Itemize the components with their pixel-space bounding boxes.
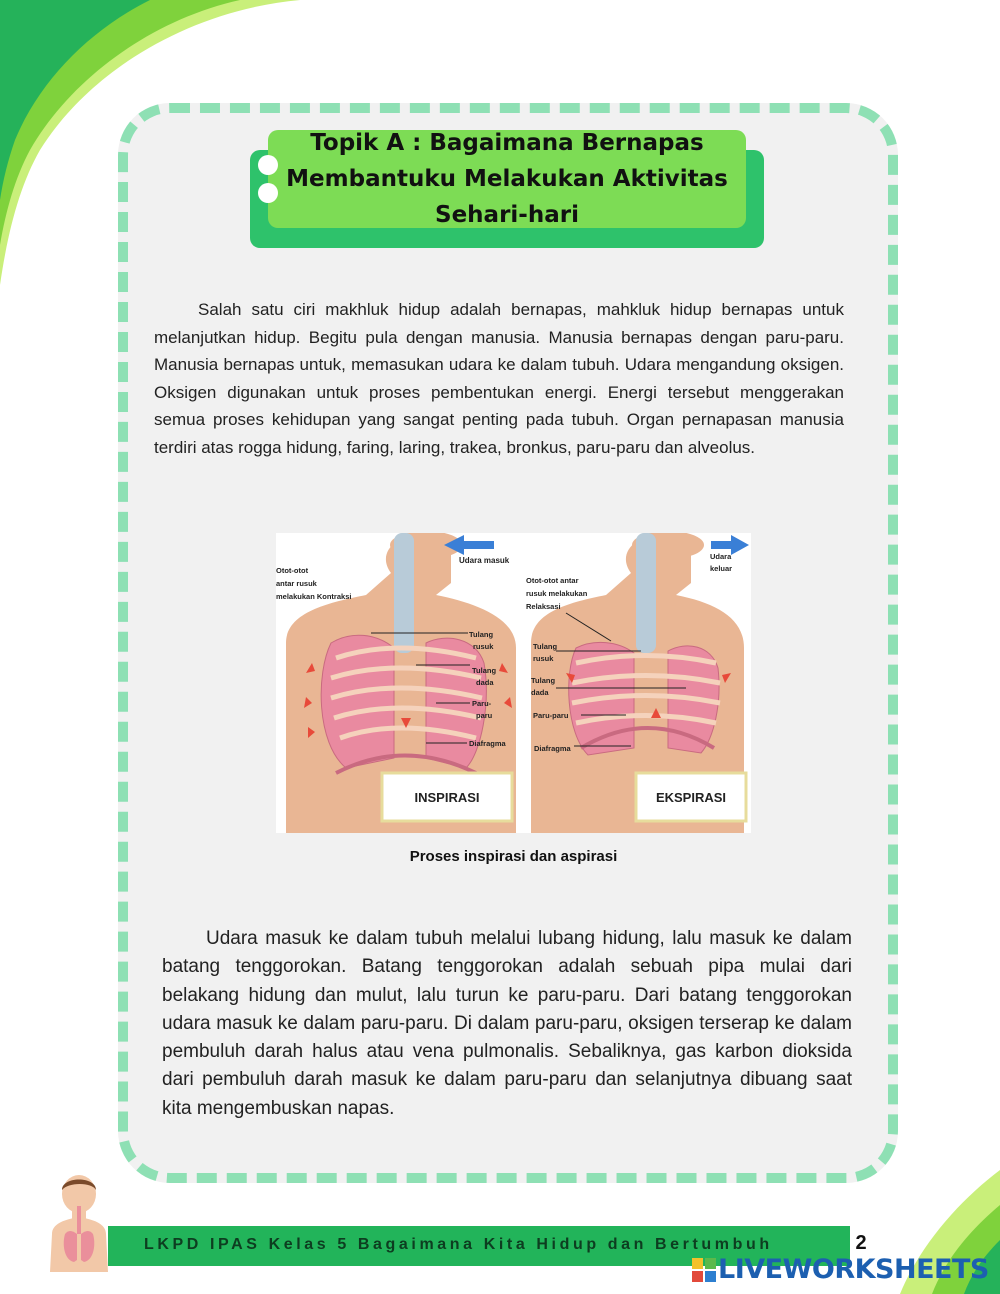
exhale-arrow-label-line: keluar [710,564,733,573]
footer-title: LKPD IPAS Kelas 5 Bagaimana Kita Hidup dan Bertumbuh [144,1236,773,1253]
exhale-arrow-label-line: Udara [710,552,732,561]
part-label-left: rusuk [473,642,494,651]
page-number: 2 [855,1232,867,1254]
body-paragraph: Udara masuk ke dalam tubuh melalui lubang hidung, lalu masuk ke dalam batang tenggorokan. Batang tenggorokan adalah sebuah pipa mulai dari belakang hidung dan mulut, lalu turun ke paru-paru. Dari batang tenggorokan udara masuk ke dalam paru-paru. Di dalam paru-paru, oksigen terserap ke dalam pembuluh darah halus atau vena pulmonalis. Sebaliknya, gas karbon dioksida dari pembuluh darah masuk ke dalam paru-paru dan selanjutnya dibuang saat kita mengembuskan napas. [162,928,852,1119]
figure-caption: Proses inspirasi dan aspirasi [409,848,618,865]
respiration-illustration [276,533,751,833]
part-label-right: rusuk [533,654,554,663]
banner-dot [258,183,278,203]
part-label-left: Paru- [472,699,492,708]
muscle-label-left-line: Otot-otot [276,566,309,575]
muscle-label-right-line: Otot-otot antar [526,576,579,585]
muscle-label-left-line: melakukan Kontraksi [276,592,352,601]
part-label-left: Tulang [469,630,494,639]
banner-dot [258,155,278,175]
title-banner [268,130,746,228]
part-label-left: Diafragma [469,739,506,748]
muscle-label-left-line: antar rusuk [276,579,317,588]
inhale-arrow-label: Udara masuk [459,556,510,565]
inspiration-box-label: INSPIRASI [414,790,480,805]
part-label-left: dada [476,678,494,687]
muscle-label-right-line: Relaksasi [526,602,561,611]
page-title: Topik A : Bagaimana Bernapas Membantuku Melakukan Aktivitas Sehari-hari [286,130,728,228]
expiration-box-label: EKSPIRASI [655,790,727,805]
part-label-right: Tulang [531,676,556,685]
part-label-left: paru [476,711,493,720]
watermark-logo: LIVEWORKSHEETS [718,1254,989,1285]
part-label-left: Tulang [472,666,497,675]
muscle-label-right-line: rusuk melakukan [526,589,588,598]
intro-paragraph: Salah satu ciri makhluk hidup adalah bernapas, mahkluk hidup bernapas untuk melanjutkan hidup. Begitu pula dengan manusia. Manusia bernapas dengan paru-paru. Manusia bernapas untuk, memasukan udara ke dalam tubuh. Udara mengandung oksigen. Oksigen digunakan untuk proses pembentukan energi. Energi tersebut menggerakan semua proses kehidupan yang sangat penting pada tubuh. Organ pernapasan manusia terdiri atas rogga hidung, faring, laring, trakea, bronkus, paru-paru dan alveolus. [154,300,844,457]
part-label-right: dada [531,688,549,697]
boy-lungs-icon [48,1172,110,1272]
part-label-right: Paru-paru [533,711,569,720]
part-label-right: Diafragma [534,744,571,753]
part-label-right: Tulang [533,642,558,651]
